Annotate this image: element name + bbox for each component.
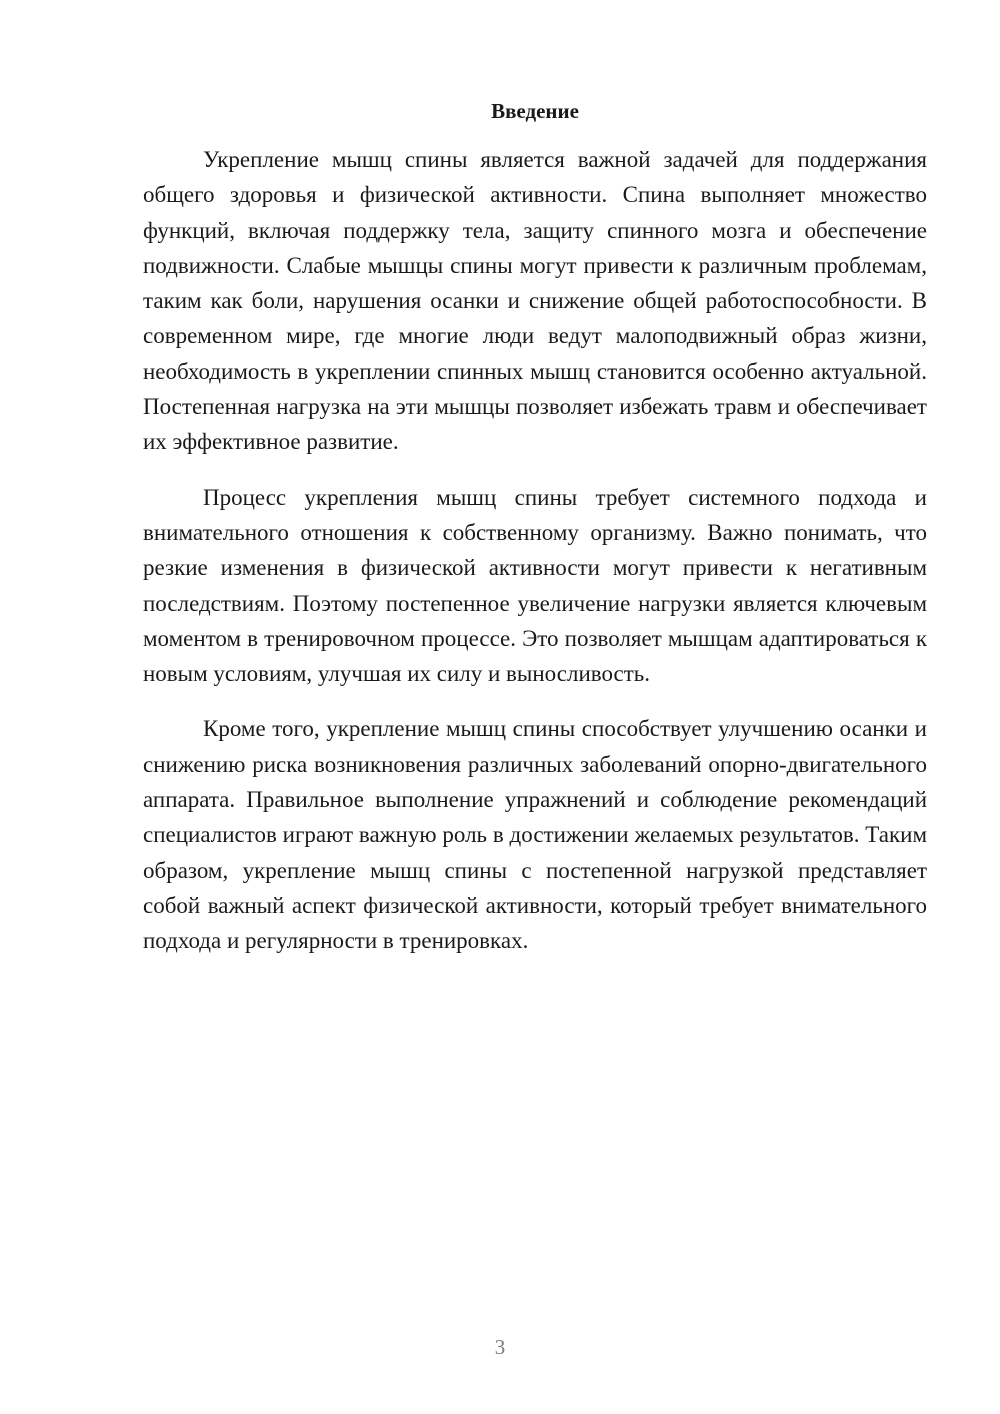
- document-body: [143, 142, 927, 979]
- paragraph-2: Процесс укрепления мышц спины требует системного подхода и внимательного отношения к собственному организму. Важно понимать, что резкие изменения в физической активности могут привести к негативным последствиям. Поэтому постепенное увеличение нагрузки является ключевым моментом в тренировочном процессе. Это позволяет мышцам адаптироваться к новым условиям, улучшая их силу и выносливость.: [143, 484, 927, 687]
- paragraph-3: Кроме того, укрепление мышц спины способствует улучшению осанки и снижению риска возникновения различных заболеваний опорно-двигательного аппарата. Правильное выполнение упражнений и соблюдение рекомендаций специалистов играют важную роль в достижении желаемых результатов. Таким образом, укрепление мышц спины с постепенной нагрузкой представляет собой важный аспект физической активности, который требует внимательного подхода и регулярности в тренировках.: [143, 716, 927, 954]
- paragraph-1: Укрепление мышц спины является важной задачей для поддержания общего здоровья и физической активности. Спина выполняет множество функций, включая поддержку тела, защиту спинного мозга и обеспечение подвижности. Слабые мышцы спины могут привести к различным проблемам, таким как боли, нарушения осанки и снижение общей работоспособности. В современном мире, где многие люди ведут малоподвижный образ жизни, необходимость в укреплении спинных мышц становится особенно актуальной. Постепенная нагрузка на эти мышцы позволяет избежать травм и обеспечивает их эффективное развитие.: [143, 147, 927, 455]
- page-number: 3: [494, 1335, 506, 1359]
- page-title: Введение: [491, 99, 579, 123]
